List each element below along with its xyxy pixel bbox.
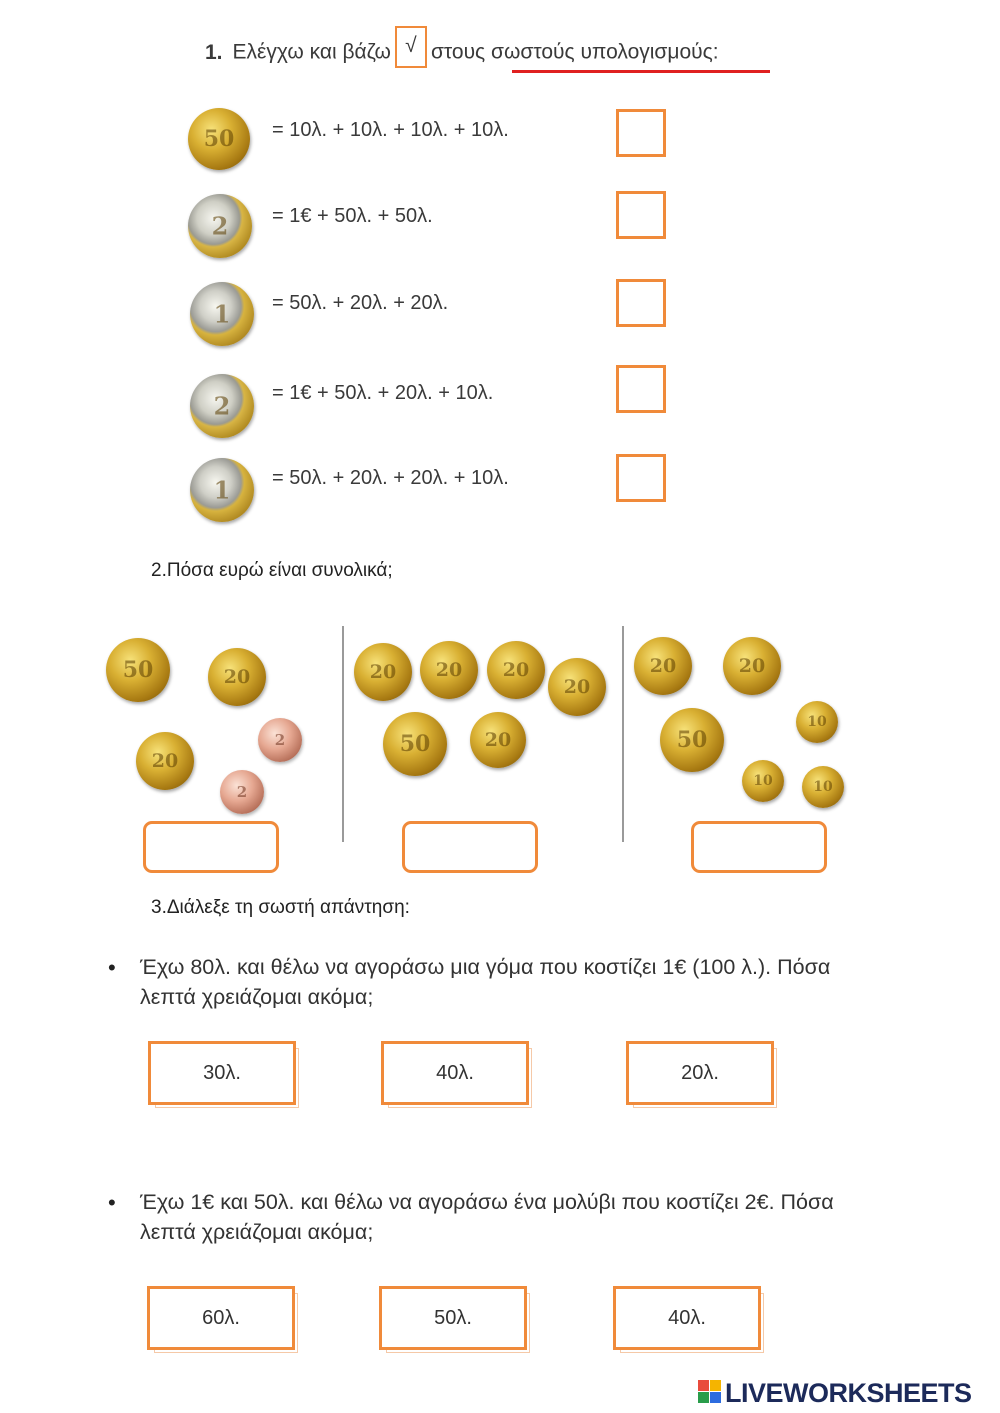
exercise1-number: 1.	[205, 40, 223, 64]
bullet-icon: •	[108, 1190, 116, 1215]
1-euro-coin-icon: 1	[190, 458, 254, 522]
20-cent-coin-icon: 20	[470, 712, 526, 768]
20-cent-coin-icon: 20	[208, 648, 266, 706]
10-cent-coin-icon: 10	[802, 766, 844, 808]
red-underline	[512, 70, 770, 73]
liveworksheets-logo	[698, 1378, 972, 1409]
20-cent-coin-icon: 20	[354, 643, 412, 701]
checkbox-row-1[interactable]	[616, 109, 666, 157]
option-q2-c[interactable]: 40λ.	[613, 1286, 761, 1350]
equation-row-5: = 50λ. + 20λ. + 20λ. + 10λ.	[272, 467, 509, 489]
20-cent-coin-icon: 20	[420, 641, 478, 699]
50-cent-coin-icon: 50	[383, 712, 447, 776]
answer-box-group-2[interactable]	[402, 821, 538, 873]
equation-row-4: = 1€ + 50λ. + 20λ. + 10λ.	[272, 382, 494, 404]
check-symbol: √	[405, 34, 417, 57]
logo-text: LIVEWORKSHEETS	[725, 1378, 972, 1408]
answer-box-group-1[interactable]	[143, 821, 279, 873]
equation-row-2: = 1€ + 50λ. + 50λ.	[272, 205, 433, 227]
20-cent-coin-icon: 20	[487, 641, 545, 699]
exercise3-title: 3.Διάλεξε τη σωστή απάντηση:	[151, 897, 410, 918]
option-q1-a[interactable]: 30λ.	[148, 1041, 296, 1105]
2-cent-coin-icon: 2	[220, 770, 264, 814]
50-cent-coin-icon: 50	[106, 638, 170, 702]
checkbox-row-4[interactable]	[616, 365, 666, 413]
1-euro-coin-icon: 1	[190, 282, 254, 346]
2-euro-coin-icon: 2	[190, 374, 254, 438]
20-cent-coin-icon: 20	[634, 637, 692, 695]
exercise2-title: 2.Πόσα ευρώ είναι συνολικά;	[151, 560, 393, 581]
20-cent-coin-icon: 20	[136, 732, 194, 790]
checkbox-row-2[interactable]	[616, 191, 666, 239]
option-q1-b[interactable]: 40λ.	[381, 1041, 529, 1105]
50-cent-coin-icon: 50	[188, 108, 250, 170]
checkbox-row-3[interactable]	[616, 279, 666, 327]
2-euro-coin-icon: 2	[188, 194, 252, 258]
checkbox-row-5[interactable]	[616, 454, 666, 502]
exercise1-title	[205, 32, 719, 74]
equation-row-1: = 10λ. + 10λ. + 10λ. + 10λ.	[272, 119, 509, 141]
question-1: Έχω 80λ. και θέλω να αγοράσω μια γόμα που κοστίζει 1€ (100 λ.). Πόσα λεπτά χρειάζομαι ακόμα;	[140, 955, 831, 1009]
option-q2-b[interactable]: 50λ.	[379, 1286, 527, 1350]
option-q1-c[interactable]: 20λ.	[626, 1041, 774, 1105]
equation-row-3: = 50λ. + 20λ. + 20λ.	[272, 292, 449, 314]
question-2: Έχω 1€ και 50λ. και θέλω να αγοράσω ένα μολύβι που κοστίζει 2€. Πόσα λεπτά χρειάζομαι ακόμα;	[140, 1190, 834, 1244]
exercise1-title-before: Ελέγχω και βάζω	[232, 40, 391, 64]
bullet-icon: •	[108, 955, 116, 980]
answer-box-group-3[interactable]	[691, 821, 827, 873]
check-symbol-box	[395, 26, 427, 68]
group-divider	[342, 626, 344, 842]
group-divider	[622, 626, 624, 842]
20-cent-coin-icon: 20	[548, 658, 606, 716]
10-cent-coin-icon: 10	[796, 701, 838, 743]
logo-icon	[698, 1380, 722, 1404]
20-cent-coin-icon: 20	[723, 637, 781, 695]
50-cent-coin-icon: 50	[660, 708, 724, 772]
exercise1-title-after: στους σωστούς υπολογισμούς:	[430, 40, 719, 64]
option-q2-a[interactable]: 60λ.	[147, 1286, 295, 1350]
2-cent-coin-icon: 2	[258, 718, 302, 762]
10-cent-coin-icon: 10	[742, 760, 784, 802]
